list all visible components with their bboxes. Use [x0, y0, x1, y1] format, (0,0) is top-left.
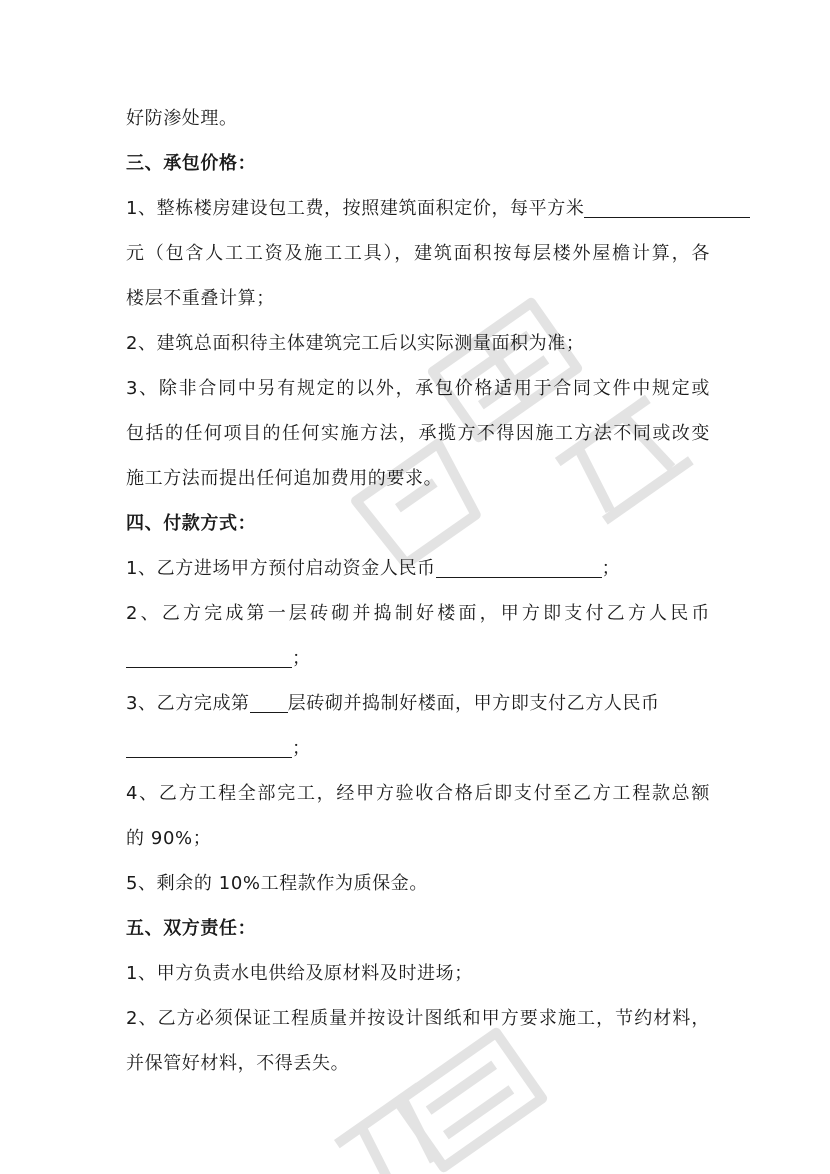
line-text: 1、整栋楼房建设包工费，按照建筑面积定价，每平方米	[126, 198, 585, 219]
line-text-after-blank: ；	[601, 558, 621, 579]
document-line	[126, 456, 710, 501]
line-text: 三、承包价格：	[126, 153, 257, 174]
document-line	[126, 636, 710, 681]
line-text-after-blank: 层砖砌并捣制好楼面，甲方即支付乙方人民币	[287, 693, 660, 714]
document-line	[126, 96, 710, 141]
line-text: 施工方法而提出任何追加费用的要求。	[126, 468, 443, 489]
document-line	[126, 591, 710, 636]
section-heading	[126, 906, 710, 951]
line-text: 1、甲方负责水电供给及原材料及时进场；	[126, 963, 473, 984]
document-line	[126, 411, 710, 456]
document-line	[126, 996, 710, 1041]
line-text: 3、乙方完成第	[126, 693, 250, 714]
line-text: 4、乙方工程全部完工，经甲方验收合格后即支付至乙方工程款总额	[126, 783, 710, 804]
line-text: 5、剩余的 10%工程款作为质保金。	[126, 873, 428, 894]
line-text: 并保管好材料，不得丢失。	[126, 1053, 350, 1074]
document-line	[126, 186, 710, 231]
document-line	[126, 861, 710, 906]
line-text: 五、双方责任：	[126, 918, 257, 939]
line-text: 2、乙方完成第一层砖砌并捣制好楼面，甲方即支付乙方人民币	[126, 603, 710, 624]
document-line	[126, 546, 710, 591]
line-text-after-blank: ；	[292, 648, 311, 669]
document-line	[126, 1041, 710, 1086]
fill-in-blank	[250, 688, 288, 713]
document-line	[126, 276, 710, 321]
fill-in-blank	[584, 193, 750, 218]
document-line	[126, 771, 710, 816]
fill-in-blank	[126, 733, 292, 758]
document-line	[126, 816, 710, 861]
line-text: 四、付款方式：	[126, 513, 257, 534]
section-heading	[126, 141, 710, 186]
line-text: 2、建筑总面积待主体建筑完工后以实际测量面积为准；	[126, 333, 585, 354]
line-text: 的 90%；	[126, 828, 212, 849]
document-line	[126, 951, 710, 996]
line-text: 元（包含人工工资及施工工具），建筑面积按每层楼外屋檐计算，各	[126, 243, 710, 264]
section-heading	[126, 501, 710, 546]
line-text: 2、乙方必须保证工程质量并按设计图纸和甲方要求施工，节约材料，	[126, 1008, 710, 1029]
line-text-after-blank: ；	[292, 738, 311, 759]
document-body	[126, 96, 710, 1086]
document-line	[126, 321, 710, 366]
document-line	[126, 231, 710, 276]
document-line	[126, 681, 710, 726]
document-line	[126, 726, 710, 771]
line-text: 包括的任何项目的任何实施方法，承揽方不得因施工方法不同或改变	[126, 423, 710, 444]
fill-in-blank	[436, 553, 602, 578]
line-text: 3、除非合同中另有规定的以外，承包价格适用于合同文件中规定或	[126, 378, 710, 399]
line-text: 楼层不重叠计算；	[126, 288, 275, 309]
document-line	[126, 366, 710, 411]
line-text: 好防渗处理。	[126, 108, 238, 129]
line-text: 1、乙方进场甲方预付启动资金人民币	[126, 558, 436, 579]
fill-in-blank	[126, 643, 292, 668]
